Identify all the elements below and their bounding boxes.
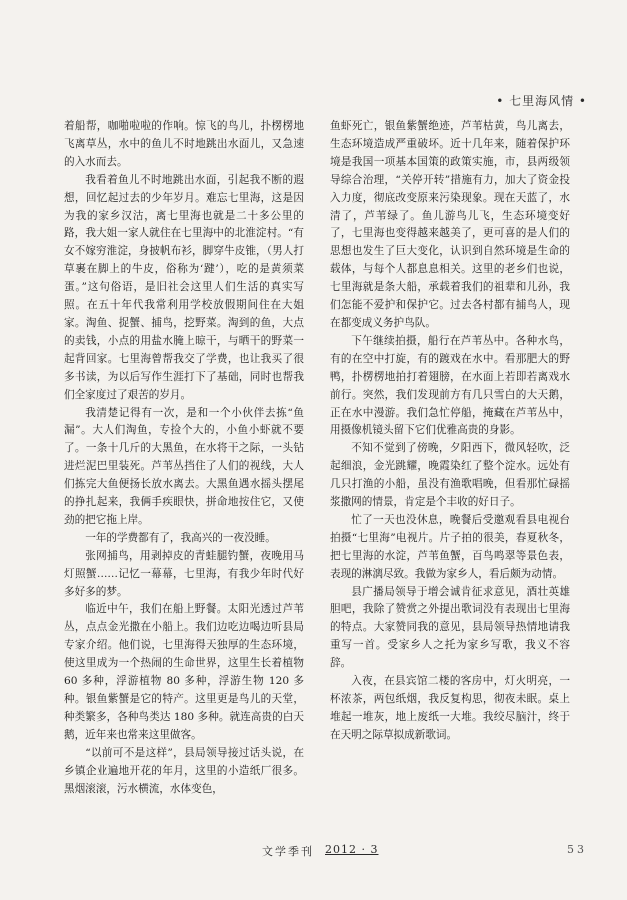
section-header: • 七里海风情 • <box>496 94 587 108</box>
paragraph: “以前可不是这样”，县局领导接过话头说，在乡镇企业遍地开花的年月，这里的小造纸厂很多。黑烟滚滚，污水横流，水体变色， <box>64 746 304 795</box>
paragraph: 忙了一天也没休息，晚餐后受邀观看县电视台拍摄“七里海”电视片。片子拍的很美，春夏秋冬，把七里海的水淀，芦苇鱼蟹，百鸟鸣翠等景色表，表现的淋漓尽致。我做为家乡人，看后颇为动情。 <box>330 513 570 580</box>
paragraph: 张网捕鸟，用剥掉皮的青蛙腿钓蟹，夜晚用马灯照蟹……记忆一幕幕，七里海，有我少年时代好多好多的梦。 <box>64 549 304 598</box>
page-number: 53 <box>567 843 587 856</box>
paragraph: 不知不觉到了傍晚，夕阳西下，微风轻吹，泛起细浪，金光跳耀，晚霞染红了整个淀水。远处有几只打渔的小船，虽没有渔歌唱晚，但看那忙碌摇浆撒网的情景，肯定是个丰收的好日子。 <box>330 442 570 509</box>
journal-name: 文学季刊 <box>262 845 314 858</box>
left-column <box>64 118 304 798</box>
paragraph: 下午继续拍摄，船行在芦苇丛中。各种水鸟，有的在空中打旋，有的踱戏在水中。看那肥大的野鸭，扑楞楞地拍打着翅膀，在水面上若即若离戏水前行。突然，我们发现前方有几只雪白的大天鹅，正在水中漫游。我们急忙停船，掩藏在芦苇丛中，用摄像机镜头留下它们优雅高贵的身影。 <box>330 334 570 437</box>
paragraph: 着船帮，咖啪啦啦的作响。惊飞的鸟儿，扑楞楞地飞离草丛，水中的鱼儿不时地跳出水面儿，又急速的入水而去。 <box>64 120 304 168</box>
paragraph: 县广播局领导于增会诚肯征求意见，酒壮英雄胆吧，我除了赞赏之外提出歌词没有表现出七里海的特点。大家赞同我的意见，县局领导热情地请我重写一首。受家乡人之托为家乡写歌，我义不容辞。 <box>330 585 570 670</box>
right-column <box>330 118 570 745</box>
paragraph: 我看着鱼儿不时地跳出水面，引起我不断的遐想，回忆起过去的少年岁月。难忘七里海，这是因为我的家乡汉沽，离七里海也就是二十多公里的路，我大姐一家人就住在七里海中的北淮淀村。“有女不嫁穷淮淀，身披帆布衫，脚穿牛皮锥，（男人打草裹在脚上的牛皮，俗称为‘踺’），吃的是黄须菜蛋。”这句俗语，是旧社会这里人们生活的真实写照。在五十年代我常利用学校放假期间住在大姐家。淘鱼、捉蟹、捕鸟，挖野菜。淘到的鱼，大点的卖钱，小点的用盐水腌上晾干，与晒干的野菜一起背回家。七里海曾帮我交了学费，也让我买了很多书读，为以后写作生涯打下了基础，同时也帮我们全家度过了艰苦的岁月。 <box>64 173 304 401</box>
issue-number: 2012 · 3 <box>325 843 379 856</box>
paragraph: 入夜，在县宾馆二楼的客房中，灯火明亮，一杯浓茶，两包纸烟，我反复构思，彻夜未眠。桌上堆起一堆灰，地上废纸一大堆。我绞尽脑汁，终于在天明之际草拟成新歌词。 <box>330 675 570 741</box>
paragraph: 鱼虾死亡，银鱼紫蟹绝迹，芦苇枯黄，鸟儿离去，生态环境造成严重破坏。近十几年来，随着保护环境是我国一项基本国策的政策实施，市，县两级领导综合治理，“关停开转”措施有力，加大了资金投入力度，彻底改变原来污染现象。现在天蓝了，水清了，芦苇绿了。鱼儿游鸟儿飞，生态环境变好了，七里海也变得越来越美了，更可喜的是人们的思想也发生了巨大变化，认识到自然环境是生命的载体，与每个人都息息相关。这里的老乡们也说，七里海就是条大船，承载着我们的祖辈和儿孙，我们怎能不爱护和保护它。过去各村都有捕鸟人，现在都变成义务护鸟队。 <box>330 120 570 329</box>
page-footer <box>0 843 627 863</box>
paragraph: 我清楚记得有一次，是和一个小伙伴去拣“鱼漏”。大人们淘鱼，专捡个大的，小鱼小虾就不要了。一条十几斤的大黑鱼，在水将干之际，一头钻进烂泥巴里装死。芦苇丛挡住了人们的视线，大人们拣完大鱼便扬长放水离去。大黑鱼遇水摇头摆尾的挣扎起来，我俩手疾眼快，拼命地按住它，又使劲的把它拖上岸。 <box>64 406 304 526</box>
paragraph: 临近中午，我们在船上野餐。太阳光透过芦苇丛，点点金光撒在小船上。我们边吃边喝边听县局专家介绍。他们说，七里海得天独厚的生态环境，使这里成为一个热闹的生命世界，这里生长着植物 60 多种，浮游植物 80 多种，浮游生物 120 多种。银鱼紫蟹是它的特产。这里更是鸟儿的天堂，种类繁多，各种鸟类达 180 多种。就连高贵的白天鹅，近年来也常来这里做客。 <box>64 603 304 741</box>
paragraph: 一年的学费都有了，我高兴的一夜没睡。 <box>85 531 276 544</box>
